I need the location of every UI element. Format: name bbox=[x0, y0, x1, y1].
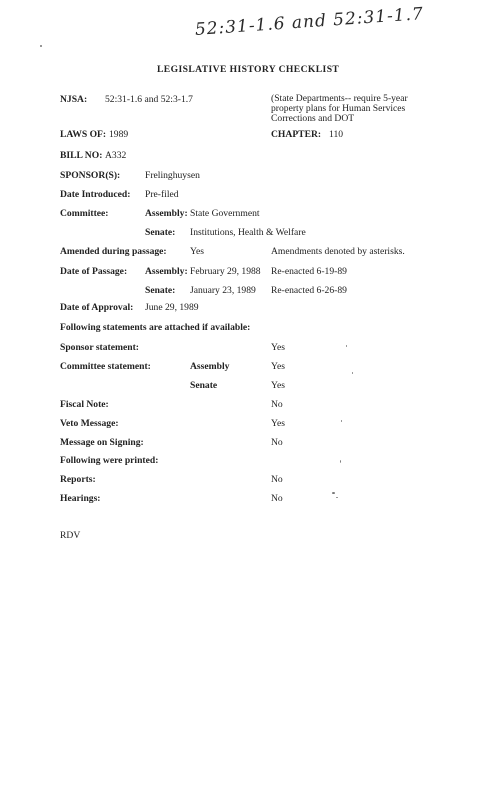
sponsor-statement-label: Sponsor statement: bbox=[60, 342, 139, 353]
committee-senate-label: Senate: bbox=[145, 227, 176, 238]
sponsors-value: Frelinghuysen bbox=[145, 170, 200, 181]
document-title: LEGISLATIVE HISTORY CHECKLIST bbox=[157, 64, 340, 75]
committee-assembly-value: State Government bbox=[190, 208, 260, 219]
attached-heading: Following statements are attached if available: bbox=[60, 322, 251, 333]
scan-speck bbox=[336, 497, 338, 498]
date-of-approval-label: Date of Approval: bbox=[60, 302, 134, 313]
message-on-signing-value: No bbox=[271, 437, 283, 448]
committee-statement-senate-label: Senate bbox=[190, 380, 218, 391]
sponsor-statement-value: Yes bbox=[271, 342, 285, 353]
sponsors-label: SPONSOR(S): bbox=[60, 170, 121, 181]
date-of-passage-label: Date of Passage: bbox=[60, 266, 128, 277]
reports-label: Reports: bbox=[60, 474, 96, 485]
veto-message-value: Yes bbox=[271, 418, 285, 429]
amended-value: Yes bbox=[190, 246, 204, 257]
scan-speck bbox=[332, 492, 335, 494]
chapter-value: 110 bbox=[329, 129, 344, 140]
scan-speck bbox=[352, 372, 353, 374]
hearings-label: Hearings: bbox=[60, 493, 101, 504]
committee-statement-label: Committee statement: bbox=[60, 361, 151, 372]
printed-heading: Following were printed: bbox=[60, 455, 159, 466]
date-of-approval-value: June 29, 1989 bbox=[145, 302, 199, 313]
committee-statement-assembly-value: Yes bbox=[271, 361, 285, 372]
amended-note: Amendments denoted by asterisks. bbox=[271, 246, 405, 257]
veto-message-label: Veto Message: bbox=[60, 418, 119, 429]
committee-statement-senate-value: Yes bbox=[271, 380, 285, 391]
fiscal-note-value: No bbox=[271, 399, 283, 410]
bill-no-value: A332 bbox=[105, 150, 127, 161]
passage-assembly-note: Re-enacted 6-19-89 bbox=[271, 266, 347, 277]
bill-no-label: BILL NO: bbox=[60, 150, 103, 161]
njsa-description: (State Departments-- require 5-year property plans for Human Services Corrections and DOT bbox=[271, 93, 408, 124]
handwritten-annotation: 52:31-1.6 and 52:31-1.7 bbox=[194, 4, 425, 40]
amended-label: Amended during passage: bbox=[60, 246, 167, 257]
passage-senate-note: Re-enacted 6-26-89 bbox=[271, 285, 347, 296]
chapter-label: CHAPTER: bbox=[271, 129, 322, 140]
committee-assembly-label: Assembly: bbox=[145, 208, 188, 219]
laws-of-label: LAWS OF: bbox=[60, 129, 107, 140]
scan-speck bbox=[341, 420, 342, 422]
scan-speck bbox=[340, 460, 341, 463]
passage-assembly-date: February 29, 1988 bbox=[190, 266, 261, 277]
date-introduced-label: Date Introduced: bbox=[60, 189, 131, 200]
initials: RDV bbox=[60, 530, 81, 541]
committee-label: Committee: bbox=[60, 208, 109, 219]
date-introduced-value: Pre-filed bbox=[145, 189, 179, 200]
passage-senate-date: January 23, 1989 bbox=[190, 285, 256, 296]
passage-assembly-label: Assembly: bbox=[145, 266, 188, 277]
committee-senate-value: Institutions, Health & Welfare bbox=[190, 227, 306, 238]
hearings-value: No bbox=[271, 493, 283, 504]
scan-speck bbox=[346, 345, 347, 347]
reports-value: No bbox=[271, 474, 283, 485]
njsa-value: 52:31-1.6 and 52:3-1.7 bbox=[105, 94, 193, 105]
committee-statement-assembly-label: Assembly bbox=[190, 361, 230, 372]
passage-senate-label: Senate: bbox=[145, 285, 176, 296]
message-on-signing-label: Message on Signing: bbox=[60, 437, 144, 448]
njsa-label: NJSA: bbox=[60, 94, 88, 105]
scan-speck bbox=[40, 45, 42, 47]
fiscal-note-label: Fiscal Note: bbox=[60, 399, 109, 410]
laws-of-value: 1989 bbox=[109, 129, 129, 140]
